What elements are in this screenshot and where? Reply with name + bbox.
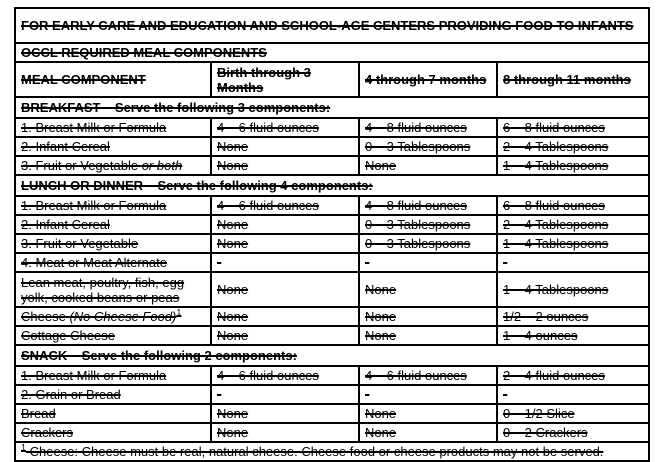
section-header-breakfast: BREAKFAST – Serve the following 3 components: xyxy=(15,97,649,118)
value-cell: 0 – 2 Crackers xyxy=(497,423,649,442)
value-cell: 4 – 6 fluid ounces xyxy=(211,196,359,215)
table-row xyxy=(15,366,649,385)
footnote-text: Cheese: Cheese must be real, natural cheese. Cheese food or cheese products may not be served. xyxy=(26,444,604,459)
value-cell: 1/2 – 2 ounces xyxy=(497,307,649,326)
table-subtitle: OCCL REQUIRED MEAL COMPONENTS xyxy=(15,43,649,62)
table-row xyxy=(15,43,649,62)
component-cell: 2. Infant Cereal xyxy=(15,137,211,156)
value-cell: None xyxy=(211,234,359,253)
value-cell: None xyxy=(359,404,497,423)
column-header-meal-component: MEAL COMPONENT xyxy=(15,62,211,97)
component-cell: Bread xyxy=(15,404,211,423)
component-cell: 3. Fruit or Vegetable xyxy=(15,234,211,253)
value-cell: 0 – 3 Tablespoons xyxy=(359,137,497,156)
component-cell: Crackers xyxy=(15,423,211,442)
value-cell: 6 – 8 fluid ounces xyxy=(497,196,649,215)
component-cell: 1. Breast Milk or Formula xyxy=(15,118,211,137)
component-italic-text: (No Cheese Food) xyxy=(69,309,177,324)
component-cell: 2. Infant Cereal xyxy=(15,215,211,234)
table-row xyxy=(15,345,649,366)
value-cell: None xyxy=(211,423,359,442)
component-cell xyxy=(15,156,211,175)
table-row xyxy=(15,272,649,307)
value-cell: 4 – 6 fluid ounces xyxy=(359,366,497,385)
component-cell: Cottage Cheese xyxy=(15,326,211,345)
section-header-snack: SNACK – Serve the following 2 components: xyxy=(15,345,649,366)
value-cell: - xyxy=(497,385,649,404)
table-row xyxy=(15,8,649,43)
value-cell: - xyxy=(359,253,497,272)
value-cell: None xyxy=(211,137,359,156)
footnote-cell xyxy=(15,442,649,461)
table-row xyxy=(15,307,649,326)
value-cell: None xyxy=(211,326,359,345)
table-row xyxy=(15,442,649,461)
table-row xyxy=(15,423,649,442)
value-cell: 2 – 4 Tablespoons xyxy=(497,137,649,156)
component-cell: 1. Breast Milk or Formula xyxy=(15,366,211,385)
value-cell: None xyxy=(359,156,497,175)
table-row xyxy=(15,196,649,215)
value-cell: None xyxy=(359,307,497,326)
component-text: 3. Fruit or Vegetable xyxy=(21,158,139,173)
value-cell: None xyxy=(359,272,497,307)
value-cell: - xyxy=(497,253,649,272)
value-cell: 4 – 8 fluid ounces xyxy=(359,118,497,137)
value-cell: 6 – 8 fluid ounces xyxy=(497,118,649,137)
value-cell: None xyxy=(359,423,497,442)
table-row xyxy=(15,118,649,137)
value-cell: 4 – 6 fluid ounces xyxy=(211,118,359,137)
value-cell: 4 – 6 fluid ounces xyxy=(211,366,359,385)
component-cell: 1. Breast Milk or Formula xyxy=(15,196,211,215)
value-cell: None xyxy=(211,272,359,307)
column-header-8-11: 8 through 11 months xyxy=(497,62,649,97)
component-cell xyxy=(15,307,211,326)
table-row xyxy=(15,404,649,423)
value-cell: None xyxy=(211,307,359,326)
table-row xyxy=(15,137,649,156)
value-cell: 0 – 3 Tablespoons xyxy=(359,215,497,234)
value-cell: 4 – 8 fluid ounces xyxy=(359,196,497,215)
table-row xyxy=(15,156,649,175)
value-cell: - xyxy=(211,253,359,272)
value-cell: 1 – 4 Tablespoons xyxy=(497,156,649,175)
meal-components-table xyxy=(14,7,650,462)
value-cell: None xyxy=(359,326,497,345)
table-row xyxy=(15,97,649,118)
footnote-marker: 1 xyxy=(176,307,182,318)
column-header-birth-3: Birth through 3 Months xyxy=(211,62,359,97)
value-cell: None xyxy=(211,215,359,234)
component-cell: Lean meat, poultry, fish, egg yolk, cooked beans or peas xyxy=(15,272,211,307)
table-row xyxy=(15,215,649,234)
value-cell: 1 – 4 Tablespoons xyxy=(497,234,649,253)
table-row xyxy=(15,234,649,253)
table-row xyxy=(15,62,649,97)
value-cell: 2 – 4 Tablespoons xyxy=(497,215,649,234)
footnote-marker: 1 xyxy=(21,442,27,453)
value-cell: 0 – 3 Tablespoons xyxy=(359,234,497,253)
value-cell: 0 – 1/2 Slice xyxy=(497,404,649,423)
value-cell: 1 – 4 Tablespoons xyxy=(497,272,649,307)
value-cell: 2 – 4 fluid ounces xyxy=(497,366,649,385)
table-row xyxy=(15,326,649,345)
component-text: Cheese xyxy=(21,309,66,324)
table-row xyxy=(15,385,649,404)
value-cell: None xyxy=(211,404,359,423)
table-title: FOR EARLY CARE AND EDUCATION AND SCHOOL-AGE CENTERS PROVIDING FOOD TO INFANTS xyxy=(15,8,649,43)
component-italic-text: or both xyxy=(141,158,183,173)
value-cell: - xyxy=(211,385,359,404)
value-cell: 1 – 4 ounces xyxy=(497,326,649,345)
section-header-lunch-dinner: LUNCH OR DINNER – Serve the following 4 components: xyxy=(15,175,649,196)
table-row xyxy=(15,253,649,272)
value-cell: None xyxy=(211,156,359,175)
component-cell: 4. Meat or Meat Alternate xyxy=(15,253,211,272)
component-cell: 2. Grain or Bread xyxy=(15,385,211,404)
table-row xyxy=(15,175,649,196)
value-cell: - xyxy=(359,385,497,404)
column-header-4-7: 4 through 7 months xyxy=(359,62,497,97)
